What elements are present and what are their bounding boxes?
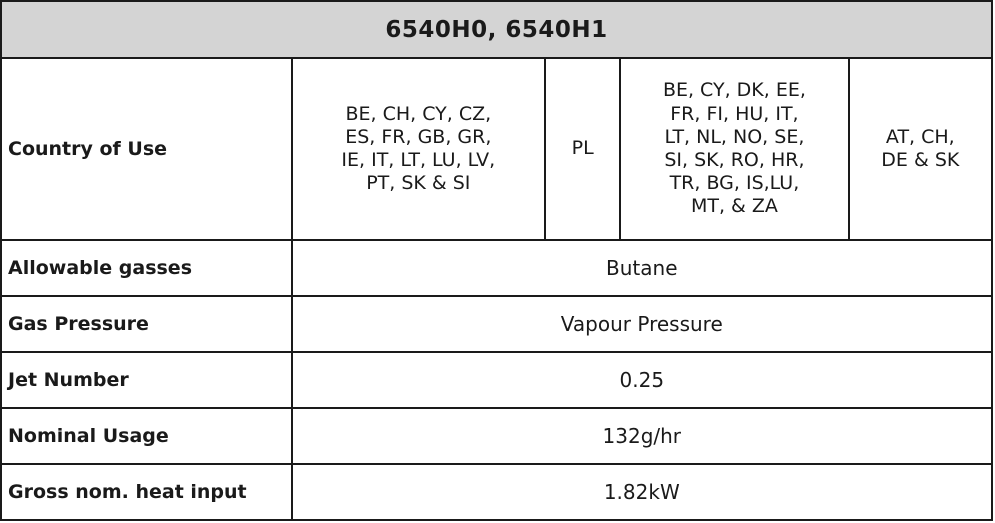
row-value-allowable-gasses: Butane — [292, 240, 992, 296]
table-row-gas-pressure — [1, 296, 992, 352]
country-group-4: AT, CH, DE & SK — [849, 58, 992, 240]
row-value-gross-nom-heat-input: 1.82kW — [292, 464, 992, 520]
table-title: 6540H0, 6540H1 — [1, 1, 992, 58]
row-label-jet-number: Jet Number — [1, 352, 292, 408]
row-value-jet-number: 0.25 — [292, 352, 992, 408]
table-row-jet-number — [1, 352, 992, 408]
country-group-2: PL — [545, 58, 620, 240]
row-label-country-of-use: Country of Use — [1, 58, 292, 240]
table-row-allowable-gasses — [1, 240, 992, 296]
row-value-nominal-usage: 132g/hr — [292, 408, 992, 464]
row-value-gas-pressure: Vapour Pressure — [292, 296, 992, 352]
row-label-gross-nom-heat-input: Gross nom. heat input — [1, 464, 292, 520]
table-row-nominal-usage — [1, 408, 992, 464]
country-group-3: BE, CY, DK, EE, FR, FI, HU, IT, LT, NL, NO, SE, SI, SK, RO, HR, TR, BG, IS,LU, MT, & ZA — [620, 58, 848, 240]
table-row-gross-nom-heat-input — [1, 464, 992, 520]
table-row-title — [1, 1, 992, 58]
row-label-gas-pressure: Gas Pressure — [1, 296, 292, 352]
row-label-allowable-gasses: Allowable gasses — [1, 240, 292, 296]
country-group-1: BE, CH, CY, CZ, ES, FR, GB, GR, IE, IT, LT, LU, LV, PT, SK & SI — [292, 58, 546, 240]
row-label-nominal-usage: Nominal Usage — [1, 408, 292, 464]
table-row-country-of-use — [1, 58, 992, 240]
